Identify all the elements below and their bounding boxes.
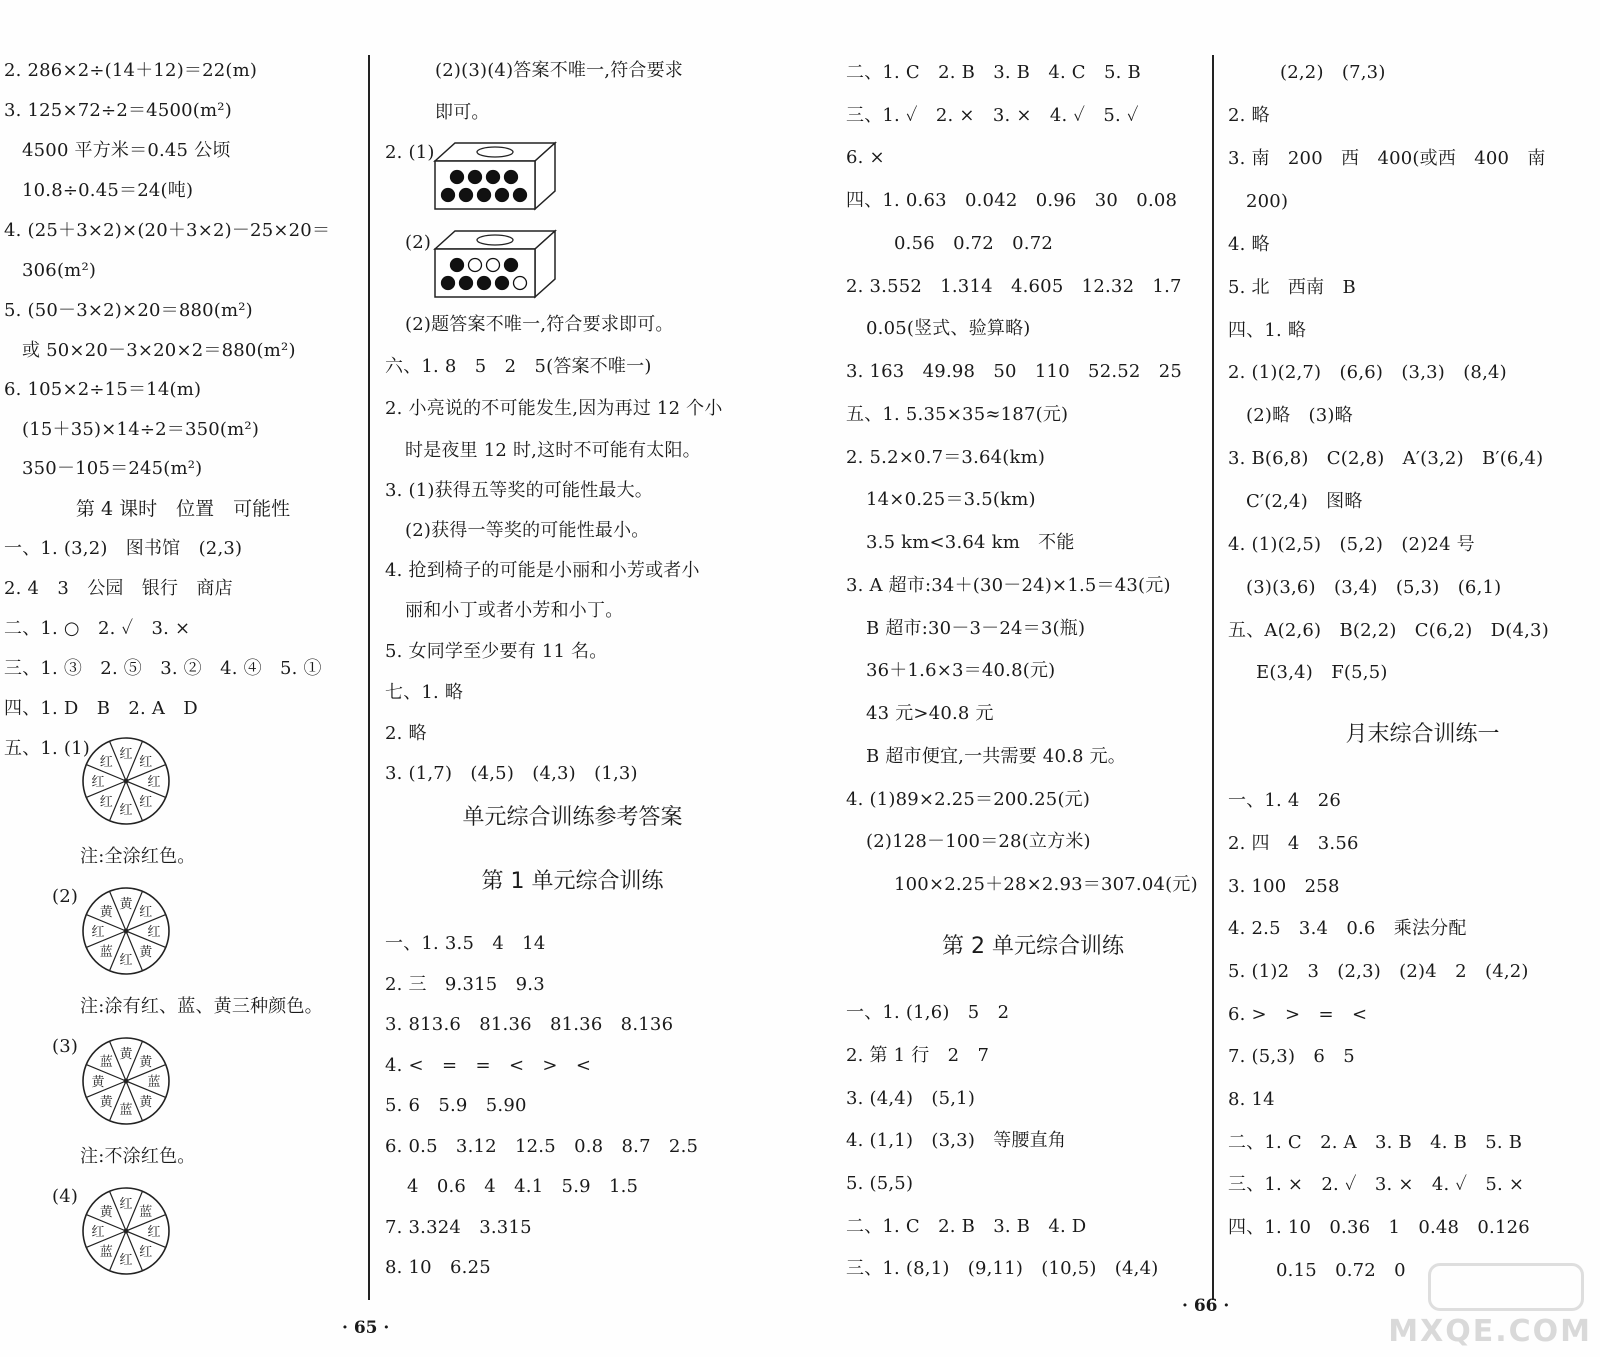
text-line: 8. 14 (1228, 1089, 1275, 1110)
ball (451, 171, 464, 184)
text-line: 3. 813.6 81.36 81.36 8.136 (385, 1014, 674, 1035)
wheel-sector-label: 黄 (119, 897, 133, 912)
ball (505, 259, 518, 272)
text-line: C′(2,4) 图略 (1246, 491, 1363, 512)
text-line: 3.5 km<3.64 km 不能 (866, 532, 1075, 553)
ball (496, 277, 509, 290)
wheel-sector-label: 蓝 (147, 1075, 161, 1090)
text-line: (4) (52, 1186, 79, 1207)
text-line: 五、A(2,6) B(2,2) C(6,2) D(4,3) (1228, 620, 1549, 641)
wheel-sector-label: 红 (119, 803, 133, 818)
ball (469, 171, 482, 184)
ball (487, 259, 500, 272)
text-line: (2) (52, 886, 79, 907)
column-divider (1212, 55, 1214, 1300)
text-line: 五、1. 5.35×35≈187(元) (846, 404, 1069, 425)
wheel-center (124, 779, 129, 784)
text-line: 四、1. 10 0.36 1 0.48 0.126 (1228, 1217, 1530, 1238)
wheel-sector-label: 红 (119, 1197, 133, 1212)
text-line: 8. 10 6.25 (385, 1257, 491, 1278)
wheel-sector-label: 蓝 (99, 1244, 113, 1260)
page-number-left: · 65 · (342, 1318, 390, 1338)
ball (514, 189, 527, 202)
wheel-sector-label: 红 (147, 775, 161, 790)
wheel-sector-label: 红 (91, 925, 105, 940)
text-line: 4500 平方米＝0.45 公顷 (22, 140, 231, 161)
text-line: 或 50×20－3×20×2＝880(m²) (22, 340, 296, 361)
text-line: 3. 100 258 (1228, 876, 1340, 897)
text-line: 3. (1,7) (4,5) (4,3) (1,3) (385, 763, 638, 784)
unit-title: 第 2 单元综合训练 (942, 934, 1124, 959)
spinner-wheel-1 (80, 735, 172, 827)
text-line: 2. 略 (385, 723, 427, 744)
text-line: 4. 2.5 3.4 0.6 乘法分配 (1228, 918, 1467, 939)
ball (496, 189, 509, 202)
text-line: 7. (5,3) 6 5 (1228, 1046, 1355, 1067)
text-line: 六、1. 8 5 2 5(答案不唯一) (385, 356, 652, 377)
ball (442, 189, 455, 202)
text-line: 3. 南 200 西 400(或西 400 南 (1228, 148, 1546, 169)
text-line: 100×2.25＋28×2.93＝307.04(元) (894, 874, 1198, 895)
text-line: B 超市便宜,一共需要 40.8 元。 (866, 746, 1126, 767)
text-line: (2)128－100＝28(立方米) (866, 831, 1091, 852)
wheel-sector-label: 蓝 (99, 944, 113, 960)
ball-box-1 (433, 139, 561, 211)
wheel-sector-label: 红 (147, 1225, 161, 1240)
text-line: 2. 4 3 公园 银行 商店 (4, 578, 233, 599)
ball (487, 171, 500, 184)
wheel-sector-label: 红 (99, 794, 113, 810)
wheel-sector-label: 蓝 (99, 1055, 113, 1071)
text-line: 43 元>40.8 元 (866, 703, 994, 724)
text-line: 3. A 超市:34＋(30－24)×1.5＝43(元) (846, 575, 1171, 596)
note-text: 注:不涂红色。 (80, 1146, 196, 1167)
text-line: (2)获得一等奖的可能性最小。 (405, 520, 650, 541)
wheel-sector-label: 黄 (139, 1094, 153, 1110)
text-line: (15＋35)×14÷2＝350(m²) (22, 419, 260, 440)
ball (469, 259, 482, 272)
wheel-sector-label: 红 (119, 747, 133, 762)
unit-title: 第 1 单元综合训练 (481, 869, 664, 894)
spinner-wheel-2 (80, 885, 172, 977)
text-line: 3. (1)获得五等奖的可能性最大。 (385, 480, 653, 501)
wheel-sector-label: 红 (119, 1253, 133, 1268)
answer-column-4 (1228, 55, 1595, 1300)
ball (505, 171, 518, 184)
text-line: 2. 5.2×0.7＝3.64(km) (846, 447, 1046, 468)
text-line: 200) (1246, 191, 1289, 212)
text-line: 4. (1)89×2.25＝200.25(元) (846, 789, 1091, 810)
text-line: 2. 四 4 3.56 (1228, 833, 1359, 854)
text-line: (3)(3,6) (3,4) (5,3) (6,1) (1246, 577, 1502, 598)
text-line: 4. (25＋3×2)×(20＋3×2)－25×20＝ (4, 220, 331, 241)
wheel-center (124, 1229, 129, 1234)
wheel-sector-label: 红 (139, 755, 153, 771)
text-line: 3. 163 49.98 50 110 52.52 25 (846, 361, 1183, 382)
wheel-sector-label: 黄 (91, 1075, 105, 1090)
wheel-sector-label: 黄 (99, 1094, 113, 1110)
text-line: 三、1. ✓ 2. × 3. × 4. ✓ 5. ✓ (846, 105, 1139, 126)
text-line: 四、1. 略 (1228, 320, 1307, 341)
text-line: 2. 第 1 行 2 7 (846, 1045, 990, 1066)
text-line: 2. 略 (1228, 105, 1270, 126)
text-line: 丽和小丁或者小芳和小丁。 (405, 600, 624, 621)
text-line: 三、1. × 2. ✓ 3. × 4. ✓ 5. × (1228, 1174, 1525, 1195)
text-line: 4. (1)(2,5) (5,2) (2)24 号 (1228, 534, 1475, 555)
text-line: 七、1. 略 (385, 682, 464, 703)
text-line: (2,2) (7,3) (1280, 62, 1386, 83)
text-line: 四、1. 0.63 0.042 0.96 30 0.08 (846, 190, 1178, 211)
text-line: 2. 286×2÷(14＋12)＝22(m) (4, 60, 258, 81)
text-line: 2. (1) (385, 142, 435, 163)
text-line: 4 0.6 4 4.1 5.9 1.5 (407, 1176, 639, 1197)
wheel-sector-label: 黄 (119, 1047, 133, 1062)
text-line: 时是夜里 12 时,这时不可能有太阳。 (405, 440, 701, 461)
wheel-sector-label: 黄 (139, 944, 153, 960)
text-line: 2. 3.552 1.314 4.605 12.32 1.7 (846, 276, 1182, 297)
text-line: 一、1. (3,2) 图书馆 (2,3) (4, 538, 243, 559)
text-line: 3. B(6,8) C(2,8) A′(3,2) B′(6,4) (1228, 448, 1544, 469)
page-number-right: · 66 · (1182, 1296, 1230, 1316)
spinner-wheel-4 (80, 1185, 172, 1277)
text-line: 5. (1)2 3 (2,3) (2)4 2 (4,2) (1228, 961, 1529, 982)
wheel-sector-label: 红 (139, 794, 153, 810)
text-line: 5. 女同学至少要有 11 名。 (385, 641, 608, 662)
text-line: 三、1. (8,1) (9,11) (10,5) (4,4) (846, 1258, 1159, 1279)
ball (451, 259, 464, 272)
text-line: 5. 北 西南 B (1228, 277, 1356, 298)
text-line: (2)题答案不唯一,符合要求即可。 (405, 314, 674, 335)
text-line: 5. (5,5) (846, 1173, 914, 1194)
ball (514, 277, 527, 290)
text-line: (3) (52, 1036, 79, 1057)
wheel-sector-label: 红 (139, 905, 153, 921)
watermark: MXQE.COM (1388, 1314, 1592, 1349)
section-title: 单元综合训练参考答案 (462, 805, 683, 830)
wheel-sector-label: 红 (91, 1225, 105, 1240)
wheel-center (124, 929, 129, 934)
text-line: 14×0.25＝3.5(km) (866, 489, 1036, 510)
text-line: 6. 105×2÷15＝14(m) (4, 379, 202, 400)
wheel-sector-label: 黄 (139, 1055, 153, 1071)
column-divider (368, 55, 370, 1300)
text-line: 四、1. D B 2. A D (4, 698, 198, 719)
text-line: 5. (50－3×2)×20＝880(m²) (4, 300, 253, 321)
wheel-sector-label: 蓝 (119, 1103, 133, 1118)
text-line: 0.15 0.72 0 (1276, 1260, 1406, 1281)
text-line: 6. 0.5 3.12 12.5 0.8 8.7 2.5 (385, 1136, 699, 1157)
wheel-sector-label: 红 (119, 953, 133, 968)
text-line: 4. < = = < > < (385, 1055, 592, 1076)
ball (478, 189, 491, 202)
text-line: 36＋1.6×3＝40.8(元) (866, 660, 1056, 681)
text-line: 6. > > = < (1228, 1004, 1368, 1025)
text-line: 2. 小亮说的不可能发生,因为再过 12 个小 (385, 398, 723, 419)
wheel-sector-label: 红 (91, 775, 105, 790)
wheel-center (124, 1079, 129, 1084)
wheel-sector-label: 黄 (99, 1205, 113, 1221)
text-line: 3. (4,4) (5,1) (846, 1088, 976, 1109)
text-line: 五、1. (1) (4, 738, 90, 759)
answer-column-2 (385, 55, 750, 1300)
text-line: 2. 三 9.315 9.3 (385, 974, 545, 995)
watermark-logo (1428, 1263, 1584, 1311)
ball (460, 277, 473, 290)
text-line: 0.56 0.72 0.72 (894, 233, 1054, 254)
text-line: 二、1. C 2. A 3. B 4. B 5. B (1228, 1132, 1523, 1153)
wheel-sector-label: 蓝 (139, 1205, 153, 1221)
text-line: 7. 3.324 3.315 (385, 1217, 532, 1238)
section-heading: 第 4 课时 位置 可能性 (75, 498, 291, 520)
spinner-wheel-3 (80, 1035, 172, 1127)
wheel-sector-label: 红 (139, 1244, 153, 1260)
text-line: 一、1. (1,6) 5 2 (846, 1002, 1010, 1023)
ball-box-2 (433, 227, 561, 299)
answer-column-1 (4, 55, 362, 1300)
text-line: (2) (405, 232, 432, 253)
text-line: 即可。 (435, 102, 490, 123)
text-line: E(3,4) F(5,5) (1256, 662, 1388, 683)
text-line: 0.05(竖式、验算略) (866, 318, 1031, 339)
text-line: B 超市:30－3－24＝3(瓶) (866, 618, 1086, 639)
text-line: 4. 略 (1228, 234, 1270, 255)
ball (442, 277, 455, 290)
wheel-sector-label: 红 (147, 925, 161, 940)
wheel-sector-label: 黄 (99, 905, 113, 921)
text-line: 350－105＝245(m²) (22, 458, 203, 479)
text-line: 二、1. C 2. B 3. B 4. D (846, 1216, 1087, 1237)
text-line: 10.8÷0.45＝24(吨) (22, 180, 194, 201)
text-line: 4. (1,1) (3,3) 等腰直角 (846, 1130, 1067, 1151)
text-line: 二、1. ○ 2. ✓ 3. × (4, 618, 191, 639)
section-title: 月末综合训练一 (1345, 722, 1500, 747)
wheel-sector-label: 红 (99, 755, 113, 771)
text-line: 5. 6 5.9 5.90 (385, 1095, 527, 1116)
ball (460, 189, 473, 202)
text-line: 三、1. ③ 2. ⑤ 3. ② 4. ④ 5. ① (4, 658, 322, 679)
text-line: (2)略 (3)略 (1246, 405, 1353, 426)
text-line: (2)(3)(4)答案不唯一,符合要求 (435, 60, 684, 81)
ball (478, 277, 491, 290)
text-line: 二、1. C 2. B 3. B 4. C 5. B (846, 62, 1141, 83)
text-line: 3. 125×72÷2＝4500(m²) (4, 100, 232, 121)
text-line: 306(m²) (22, 260, 97, 281)
text-line: 一、1. 3.5 4 14 (385, 933, 546, 954)
text-line: 一、1. 4 26 (1228, 790, 1342, 811)
text-line: 4. 抢到椅子的可能是小丽和小芳或者小 (385, 560, 700, 581)
text-line: 2. (1)(2,7) (6,6) (3,3) (8,4) (1228, 362, 1507, 383)
note-text: 注:全涂红色。 (80, 846, 196, 867)
answer-column-3 (846, 55, 1208, 1300)
note-text: 注:涂有红、蓝、黄三种颜色。 (80, 996, 323, 1017)
text-line: 6. × (846, 147, 885, 168)
